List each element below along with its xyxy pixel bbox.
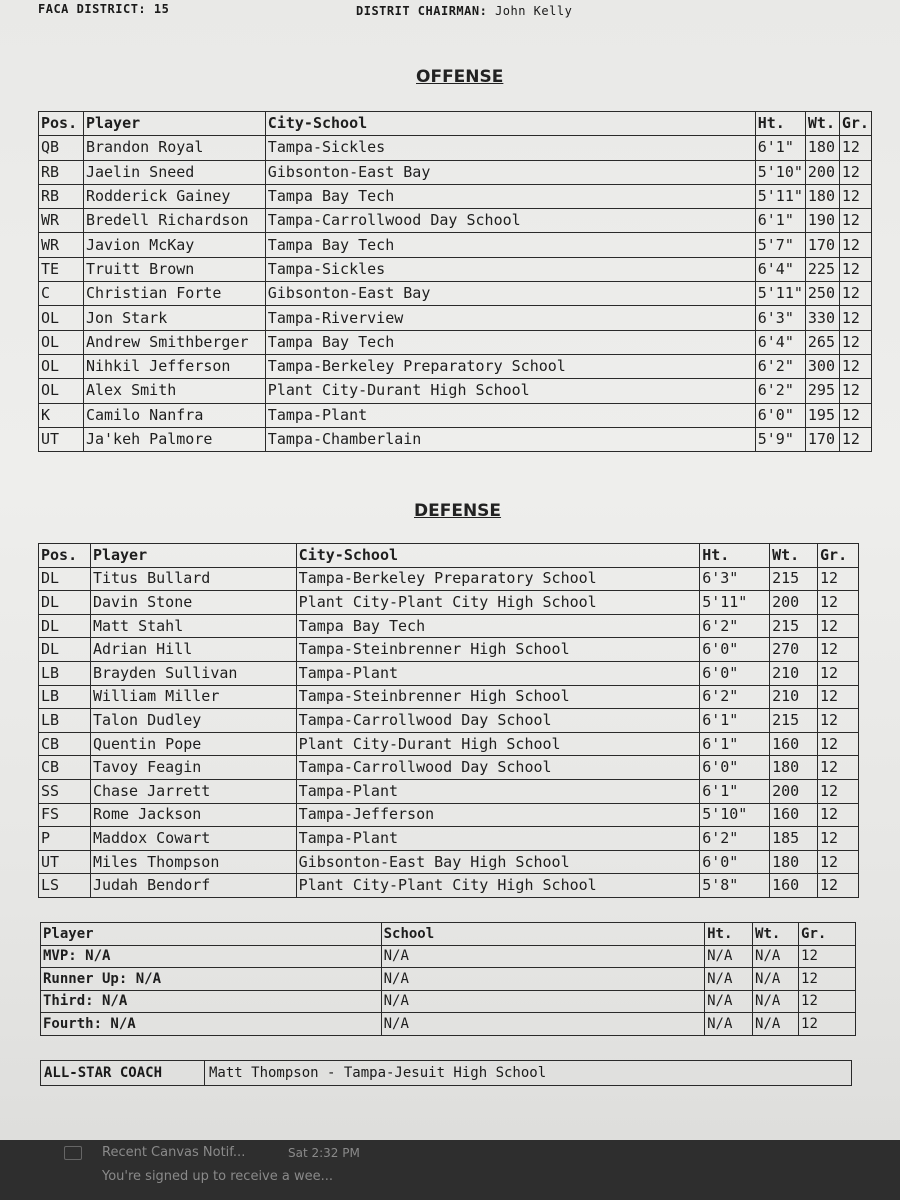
offense-cell-weight: 300 [805,354,839,378]
offense-cell-grade: 12 [839,403,871,427]
defense-cell-grade: 12 [818,803,859,827]
awards-header-row [41,923,856,946]
defense-row [39,614,859,638]
offense-cell-pos: TE [39,257,84,281]
offense-cell-height: 6'0" [755,403,805,427]
offense-cell-player: Brandon Royal [83,136,265,160]
offense-cell-height: 6'1" [755,136,805,160]
defense-title: DEFENSE [414,501,502,521]
offense-cell-pos: WR [39,209,84,233]
defense-cell-pos: P [39,827,91,851]
offense-cell-player: Camilo Nanfra [83,403,265,427]
offense-col-player: Player [83,112,265,136]
defense-cell-school: Tampa-Steinbrenner High School [296,685,700,709]
offense-cell-school: Tampa-Riverview [265,306,755,330]
defense-cell-player: Adrian Hill [90,638,296,662]
awards-cell-weight: N/A [753,1013,799,1036]
offense-cell-school: Tampa-Sickles [265,136,755,160]
offense-cell-school: Gibsonton-East Bay [265,160,755,184]
defense-cell-weight: 200 [770,591,818,615]
defense-cell-pos: DL [39,567,91,591]
offense-cell-school: Tampa Bay Tech [265,184,755,208]
defense-cell-height: 5'8" [700,874,770,898]
offense-cell-player: Jaelin Sneed [83,160,265,184]
defense-cell-weight: 160 [770,874,818,898]
offense-cell-player: Bredell Richardson [83,209,265,233]
offense-cell-player: Ja'keh Palmore [83,427,265,451]
offense-col-grade: Gr. [839,112,871,136]
defense-cell-height: 6'2" [700,827,770,851]
defense-table [38,543,859,898]
defense-row [39,779,859,803]
offense-cell-pos: K [39,403,84,427]
offense-cell-school: Tampa-Plant [265,403,755,427]
defense-cell-school: Tampa-Carrollwood Day School [296,709,700,733]
defense-cell-weight: 180 [770,850,818,874]
defense-row [39,850,859,874]
defense-cell-pos: LS [39,874,91,898]
defense-cell-pos: CB [39,756,91,780]
defense-cell-player: Tavoy Feagin [90,756,296,780]
offense-row [39,233,872,257]
defense-cell-height: 6'0" [700,638,770,662]
defense-body [39,567,859,897]
offense-cell-pos: WR [39,233,84,257]
offense-header-row [39,112,872,136]
offense-cell-grade: 12 [839,282,871,306]
offense-row [39,330,872,354]
offense-col-weight: Wt. [805,112,839,136]
offense-cell-school: Tampa-Chamberlain [265,427,755,451]
offense-cell-height: 5'11" [755,184,805,208]
defense-cell-pos: DL [39,638,91,662]
offense-col-school: City-School [265,112,755,136]
defense-cell-school: Plant City-Plant City High School [296,591,700,615]
defense-cell-weight: 215 [770,567,818,591]
offense-cell-pos: RB [39,184,84,208]
awards-cell-school: N/A [381,990,705,1013]
defense-cell-height: 5'11" [700,591,770,615]
defense-cell-school: Plant City-Durant High School [296,732,700,756]
awards-cell-height: N/A [705,990,753,1013]
offense-cell-pos: RB [39,160,84,184]
offense-row [39,379,872,403]
awards-cell-height: N/A [705,968,753,991]
defense-cell-height: 6'1" [700,732,770,756]
defense-col-weight: Wt. [770,544,818,568]
offense-cell-weight: 200 [805,160,839,184]
defense-cell-weight: 215 [770,614,818,638]
offense-title: OFFENSE [416,67,504,87]
notification-title[interactable]: Recent Canvas Notif... [102,1145,246,1160]
defense-cell-pos: DL [39,591,91,615]
awards-cell-weight: N/A [753,945,799,968]
defense-cell-grade: 12 [818,874,859,898]
defense-cell-school: Tampa-Plant [296,827,700,851]
offense-row [39,282,872,306]
offense-cell-grade: 12 [839,330,871,354]
defense-row [39,732,859,756]
defense-cell-pos: LB [39,709,91,733]
awards-cell-school: N/A [381,968,705,991]
defense-cell-grade: 12 [818,567,859,591]
offense-cell-weight: 170 [805,233,839,257]
offense-cell-pos: OL [39,306,84,330]
offense-body [39,136,872,452]
offense-row [39,209,872,233]
defense-cell-player: Quentin Pope [90,732,296,756]
awards-col-height: Ht. [705,923,753,946]
offense-cell-grade: 12 [839,379,871,403]
defense-cell-weight: 210 [770,685,818,709]
offense-col-pos: Pos. [39,112,84,136]
defense-cell-grade: 12 [818,779,859,803]
defense-cell-height: 6'1" [700,709,770,733]
defense-cell-school: Tampa-Steinbrenner High School [296,638,700,662]
awards-row [41,945,856,968]
offense-cell-weight: 225 [805,257,839,281]
offense-table [38,111,872,452]
offense-cell-player: Andrew Smithberger [83,330,265,354]
defense-cell-grade: 12 [818,732,859,756]
defense-cell-player: William Miller [90,685,296,709]
awards-row [41,1013,856,1036]
coach-label: ALL-STAR COACH [41,1061,205,1085]
offense-cell-grade: 12 [839,136,871,160]
chairman-label: DISTRIT CHAIRMAN: [356,4,488,18]
defense-cell-grade: 12 [818,614,859,638]
defense-cell-weight: 215 [770,709,818,733]
awards-cell-school: N/A [381,1013,705,1036]
defense-cell-player: Talon Dudley [90,709,296,733]
awards-cell-height: N/A [705,1013,753,1036]
defense-col-height: Ht. [700,544,770,568]
district-label: FACA DISTRICT: 15 [38,2,170,16]
defense-cell-school: Tampa-Plant [296,661,700,685]
offense-cell-height: 6'2" [755,354,805,378]
offense-cell-grade: 12 [839,160,871,184]
offense-cell-grade: 12 [839,209,871,233]
notification-text[interactable]: You're signed up to receive a wee... [102,1169,333,1184]
awards-cell-height: N/A [705,945,753,968]
defense-col-grade: Gr. [818,544,859,568]
offense-cell-grade: 12 [839,427,871,451]
defense-cell-weight: 210 [770,661,818,685]
offense-cell-pos: OL [39,330,84,354]
defense-row [39,685,859,709]
awards-cell-player: Runner Up: N/A [41,968,382,991]
defense-row [39,827,859,851]
awards-cell-grade: 12 [799,1013,856,1036]
offense-cell-school: Gibsonton-East Bay [265,282,755,306]
awards-cell-weight: N/A [753,968,799,991]
awards-cell-player: Third: N/A [41,990,382,1013]
defense-cell-weight: 200 [770,779,818,803]
defense-col-pos: Pos. [39,544,91,568]
defense-cell-weight: 160 [770,803,818,827]
offense-cell-pos: QB [39,136,84,160]
defense-cell-player: Brayden Sullivan [90,661,296,685]
awards-cell-grade: 12 [799,945,856,968]
defense-cell-height: 6'0" [700,756,770,780]
offense-cell-grade: 12 [839,233,871,257]
defense-cell-grade: 12 [818,661,859,685]
defense-cell-player: Rome Jackson [90,803,296,827]
defense-row [39,803,859,827]
offense-cell-weight: 330 [805,306,839,330]
offense-cell-grade: 12 [839,184,871,208]
offense-cell-player: Jon Stark [83,306,265,330]
awards-cell-school: N/A [381,945,705,968]
offense-row [39,257,872,281]
offense-cell-weight: 180 [805,184,839,208]
offense-row [39,184,872,208]
defense-cell-pos: FS [39,803,91,827]
offense-row [39,427,872,451]
defense-cell-grade: 12 [818,591,859,615]
canvas-notification-icon [64,1146,82,1160]
defense-cell-pos: CB [39,732,91,756]
offense-row [39,160,872,184]
defense-cell-school: Tampa Bay Tech [296,614,700,638]
offense-cell-height: 6'2" [755,379,805,403]
offense-cell-height: 5'10" [755,160,805,184]
defense-cell-pos: DL [39,614,91,638]
offense-cell-height: 6'3" [755,306,805,330]
awards-col-player: Player [41,923,382,946]
offense-cell-school: Tampa-Berkeley Preparatory School [265,354,755,378]
defense-cell-player: Titus Bullard [90,567,296,591]
awards-row [41,990,856,1013]
defense-cell-weight: 270 [770,638,818,662]
offense-cell-height: 6'1" [755,209,805,233]
chairman-line [356,4,572,18]
defense-row [39,661,859,685]
defense-cell-grade: 12 [818,850,859,874]
defense-col-school: City-School [296,544,700,568]
offense-cell-grade: 12 [839,257,871,281]
defense-cell-player: Davin Stone [90,591,296,615]
awards-cell-grade: 12 [799,968,856,991]
offense-cell-height: 5'11" [755,282,805,306]
offense-cell-grade: 12 [839,354,871,378]
offense-cell-height: 6'4" [755,257,805,281]
offense-cell-school: Tampa-Carrollwood Day School [265,209,755,233]
defense-cell-height: 6'0" [700,850,770,874]
offense-cell-school: Plant City-Durant High School [265,379,755,403]
defense-cell-height: 6'2" [700,685,770,709]
chairman-name: John Kelly [495,4,573,18]
offense-row [39,306,872,330]
defense-cell-school: Tampa-Jefferson [296,803,700,827]
awards-cell-weight: N/A [753,990,799,1013]
offense-cell-player: Truitt Brown [83,257,265,281]
defense-cell-grade: 12 [818,827,859,851]
awards-col-grade: Gr. [799,923,856,946]
offense-cell-player: Rodderick Gainey [83,184,265,208]
defense-cell-weight: 180 [770,756,818,780]
coach-value: Matt Thompson - Tampa-Jesuit High School [209,1065,547,1081]
defense-cell-player: Chase Jarrett [90,779,296,803]
awards-row [41,968,856,991]
awards-col-weight: Wt. [753,923,799,946]
awards-cell-player: MVP: N/A [41,945,382,968]
defense-row [39,874,859,898]
defense-cell-grade: 12 [818,709,859,733]
awards-cell-grade: 12 [799,990,856,1013]
defense-cell-weight: 185 [770,827,818,851]
defense-cell-pos: SS [39,779,91,803]
offense-row [39,403,872,427]
defense-cell-height: 6'3" [700,567,770,591]
all-star-coach-box [40,1060,852,1086]
offense-cell-pos: OL [39,354,84,378]
defense-cell-height: 6'2" [700,614,770,638]
offense-cell-weight: 265 [805,330,839,354]
offense-cell-pos: UT [39,427,84,451]
defense-cell-pos: LB [39,661,91,685]
defense-row [39,709,859,733]
offense-cell-pos: C [39,282,84,306]
defense-cell-grade: 12 [818,638,859,662]
offense-cell-weight: 180 [805,136,839,160]
defense-cell-pos: UT [39,850,91,874]
offense-col-height: Ht. [755,112,805,136]
offense-cell-height: 5'7" [755,233,805,257]
defense-row [39,567,859,591]
defense-row [39,591,859,615]
notification-bar [0,1140,900,1200]
defense-row [39,756,859,780]
offense-cell-player: Nihkil Jefferson [83,354,265,378]
defense-cell-player: Miles Thompson [90,850,296,874]
offense-cell-school: Tampa-Sickles [265,257,755,281]
defense-cell-player: Maddox Cowart [90,827,296,851]
defense-cell-school: Tampa-Berkeley Preparatory School [296,567,700,591]
defense-cell-grade: 12 [818,685,859,709]
defense-cell-grade: 12 [818,756,859,780]
awards-table [40,922,856,1036]
offense-cell-height: 6'4" [755,330,805,354]
defense-cell-weight: 160 [770,732,818,756]
awards-cell-player: Fourth: N/A [41,1013,382,1036]
defense-cell-player: Judah Bendorf [90,874,296,898]
defense-cell-height: 5'10" [700,803,770,827]
offense-cell-school: Tampa Bay Tech [265,233,755,257]
offense-cell-height: 5'9" [755,427,805,451]
defense-col-player: Player [90,544,296,568]
defense-cell-height: 6'1" [700,779,770,803]
defense-cell-player: Matt Stahl [90,614,296,638]
offense-cell-weight: 250 [805,282,839,306]
defense-cell-school: Plant City-Plant City High School [296,874,700,898]
offense-row [39,136,872,160]
offense-cell-weight: 190 [805,209,839,233]
awards-body [41,945,856,1035]
offense-cell-player: Christian Forte [83,282,265,306]
offense-cell-grade: 12 [839,306,871,330]
offense-cell-weight: 170 [805,427,839,451]
notification-time: Sat 2:32 PM [288,1146,360,1160]
offense-cell-school: Tampa Bay Tech [265,330,755,354]
offense-cell-player: Javion McKay [83,233,265,257]
defense-cell-school: Gibsonton-East Bay High School [296,850,700,874]
defense-row [39,638,859,662]
defense-header-row [39,544,859,568]
offense-row [39,354,872,378]
defense-cell-height: 6'0" [700,661,770,685]
offense-cell-weight: 195 [805,403,839,427]
offense-cell-weight: 295 [805,379,839,403]
offense-cell-pos: OL [39,379,84,403]
offense-cell-player: Alex Smith [83,379,265,403]
defense-cell-pos: LB [39,685,91,709]
defense-cell-school: Tampa-Carrollwood Day School [296,756,700,780]
defense-cell-school: Tampa-Plant [296,779,700,803]
awards-col-school: School [381,923,705,946]
